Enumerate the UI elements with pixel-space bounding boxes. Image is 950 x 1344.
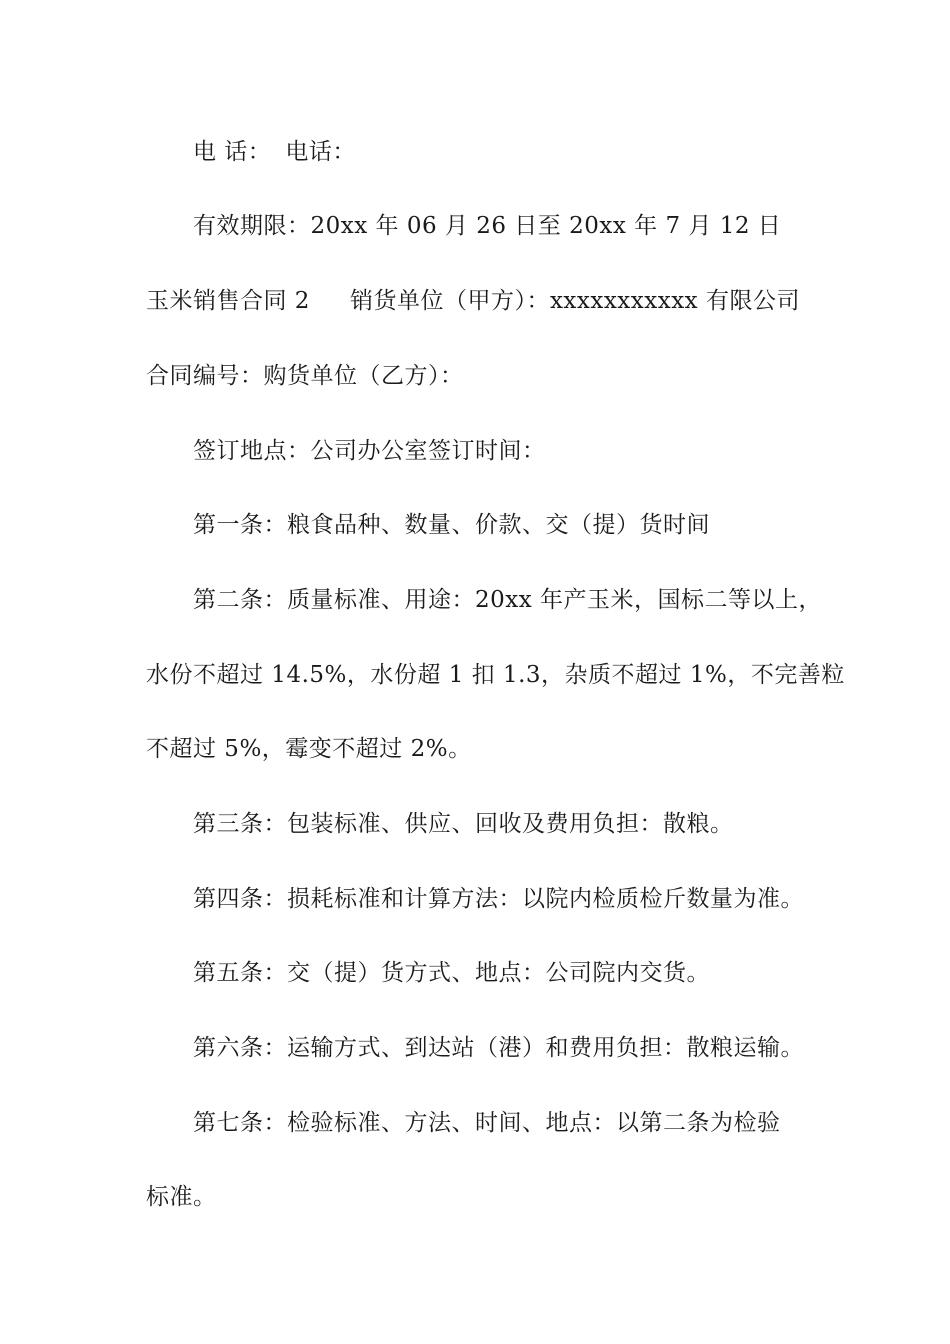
- phone-label-buyer: 电话：: [285, 139, 356, 165]
- article-5: 第五条：交（提）货方式、地点：公司院内交货。: [193, 960, 710, 986]
- article-2-line-3: 不超过 5%，霉变不超过 2%。: [146, 736, 472, 762]
- contract-title-line: [146, 286, 826, 316]
- contract-no-buyer-line: 合同编号：购货单位（乙方）：: [146, 363, 464, 389]
- article-1: 第一条：粮食品种、数量、价款、交（提）货时间: [193, 512, 710, 538]
- article-2-line-2: 水份不超过 14.5%，水份超 1 扣 1.3，杂质不超过 1%，不完善粒: [146, 662, 845, 688]
- article-7-line-1: 第七条：检验标准、方法、时间、地点：以第二条为检验: [193, 1110, 781, 1136]
- phone-label-seller: 电 话：: [193, 139, 272, 165]
- article-3: 第三条：包装标准、供应、回收及费用负担：散粮。: [193, 811, 734, 837]
- article-2-line-1: 第二条：质量标准、用途：20xx 年产玉米，国标二等以上，: [193, 587, 823, 613]
- contract-title: 玉米销售合同 2: [146, 288, 310, 314]
- sign-place-time-line: 签订地点：公司办公室签订时间：: [193, 438, 546, 464]
- article-6: 第六条：运输方式、到达站（港）和费用负担：散粮运输。: [193, 1035, 804, 1061]
- validity-line: 有效期限：20xx 年 06 月 26 日至 20xx 年 7 月 12 日: [193, 213, 782, 239]
- article-7-line-2: 标准。: [146, 1184, 217, 1210]
- seller-line: 销货单位（甲方）：xxxxxxxxxxx 有限公司: [349, 288, 800, 314]
- article-4: 第四条：损耗标准和计算方法：以院内检质检斤数量为准。: [193, 886, 804, 912]
- phone-line: [193, 137, 873, 167]
